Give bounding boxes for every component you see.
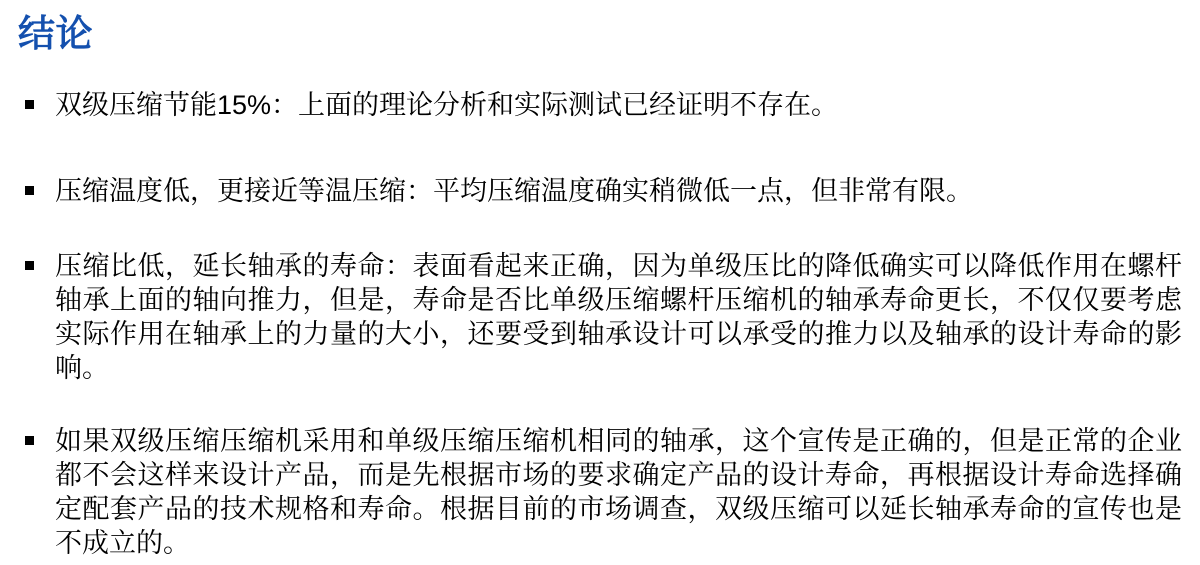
bullet-text: 双级压缩节能15%：上面的理论分析和实际测试已经证明不存在。 [55, 90, 839, 120]
bullet-square-icon [25, 261, 34, 270]
bullet-text: 如果双级压缩压缩机采用和单级压缩压缩机相同的轴承，这个宣传是正确的，但是正常的企业都不会这样来设计产品，而是先根据市场的要求确定产品的设计寿命，再根据设计寿命选择确定配套产品的技术规格和寿命。根据目前的市场调查，双级压缩可以延长轴承寿命的宣传也是不成立的。 [55, 426, 1182, 558]
bullet-square-icon [25, 186, 34, 195]
bullet-list [0, 88, 1182, 560]
bullet-text: 压缩比低，延长轴承的寿命：表面看起来正确，因为单级压比的降低确实可以降低作用在螺杆轴承上面的轴向推力，但是，寿命是否比单级压缩螺杆压缩机的轴承寿命更长，不仅仅要考虑实际作用在轴承上的力量的大小，还要受到轴承设计可以承受的推力以及轴承的设计寿命的影响。 [55, 251, 1182, 383]
bullet-item [0, 424, 1182, 560]
bullet-item [0, 174, 1182, 208]
slide-title: 结论 [18, 13, 93, 54]
bullet-square-icon [25, 100, 34, 109]
bullet-square-icon [25, 436, 34, 445]
bullet-text: 压缩温度低，更接近等温压缩：平均压缩温度确实稍微低一点，但非常有限。 [55, 176, 973, 206]
bullet-item [0, 249, 1182, 385]
bullet-item [0, 88, 1182, 122]
